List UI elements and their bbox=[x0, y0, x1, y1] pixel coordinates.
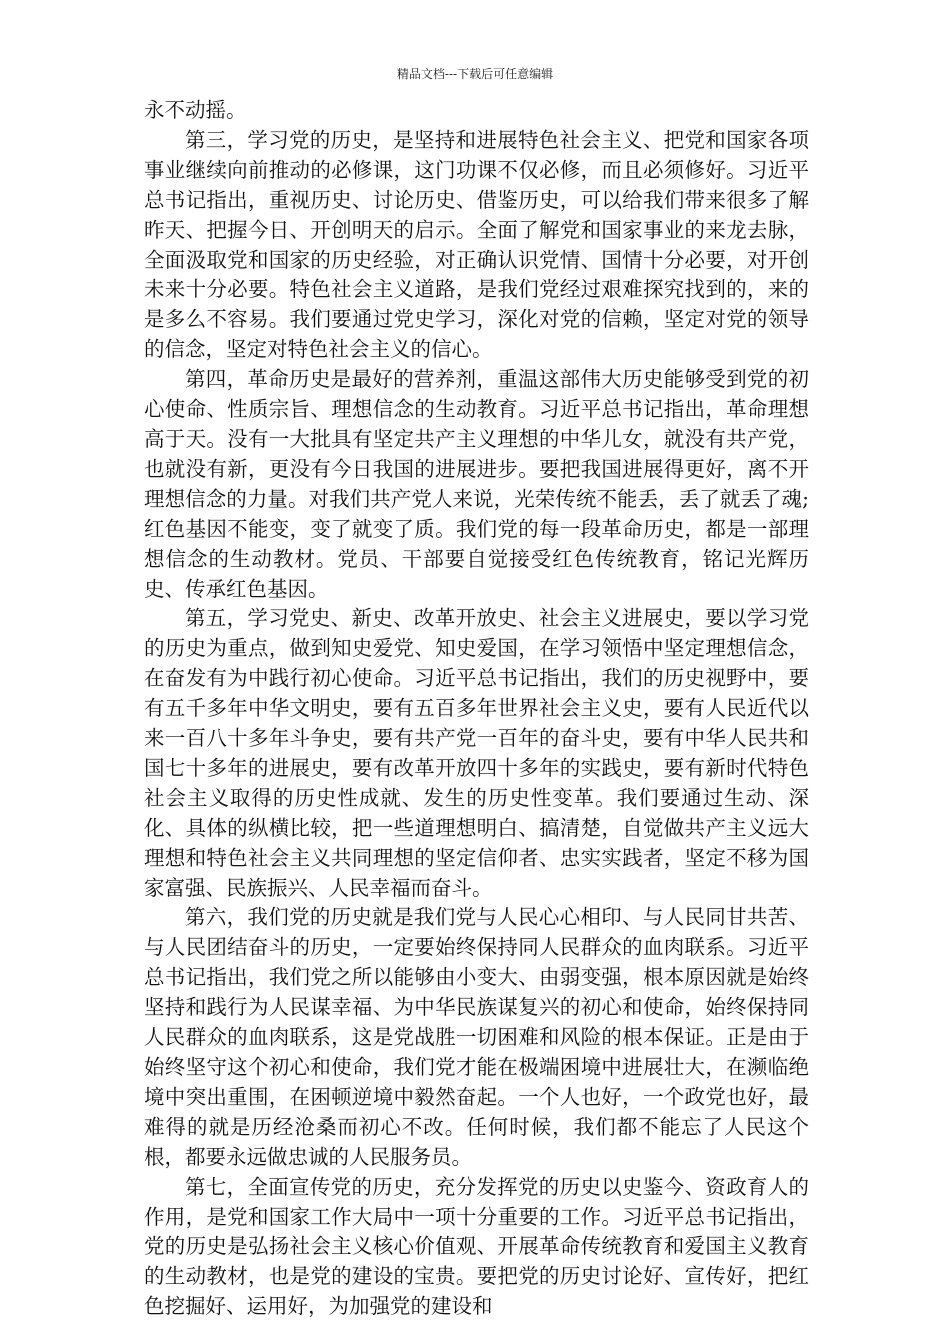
paragraph-fifth: 第五，学习党史、新史、改革开放史、社会主义进展史，要以学习党的历史为重点，做到知史爱党、知史爱国，在学习领悟中坚定理想信念，在奋发有为中践行初心使命。习近平总书记指出，我们的历史视野中，要有五千多年中华文明史，要有五百多年世界社会主义史，要有人民近代以来一百八十多年斗争史，要有共产党一百年的奋斗史，要有中华人民共和国七十多年的进展史，要有改革开放四十多年的实践史，要有新时代特色社会主义取得的历史性成就、发生的历史性变革。我们要通过生动、深化、具体的纵横比较，把一些道理想明白、搞清楚，自觉做共产主义远大理想和特色社会主义共同理想的坚定信仰者、忠实实践者，坚定不移为国家富强、民族振兴、人民幸福而奋斗。 bbox=[144, 606, 809, 900]
paragraph-fourth: 第四，革命历史是最好的营养剂，重温这部伟大历史能够受到党的初心使命、性质宗旨、理想信念的生动教育。习近平总书记指出，革命理想高于天。没有一大批具有坚定共产主义理想的中华儿女，就没有共产党，也就没有新，更没有今日我国的进展进步。要把我国进展得更好，离不开理想信念的力量。对我们共产党人来说，光荣传统不能丢，丢了就丢了魂;红色基因不能变，变了就变了质。我们党的每一段革命历史，都是一部理想信念的生动教材。党员、干部要自觉接受红色传统教育，铭记光辉历史、传承红色基因。 bbox=[144, 367, 809, 601]
document-body bbox=[144, 96, 809, 1322]
paragraph-seventh: 第七，全面宣传党的历史，充分发挥党的历史以史鉴今、资政育人的作用，是党和国家工作大局中一项十分重要的工作。习近平总书记指出，党的历史是弘扬社会主义核心价值观、开展革命传统教育和爱国主义教育的生动教材，也是党的建设的宝贵。要把党的历史讨论好、宣传好，把红色挖掘好、运用好，为加强党的建设和 bbox=[144, 1174, 809, 1319]
paragraph-continuation: 永不动摇。 bbox=[144, 98, 247, 122]
page-header: 精品文档---下载后可任意编辑 bbox=[396, 67, 554, 81]
paragraph-sixth: 第六，我们党的历史就是我们党与人民心心相印、与人民同甘共苦、与人民团结奋斗的历史，一定要始终保持同人民群众的血肉联系。习近平总书记指出，我们党之所以能够由小变大、由弱变强，根本原因就是始终坚持和践行为人民谋幸福、为中华民族谋复兴的初心和使命，始终保持同人民群众的血肉联系，这是党战胜一切困难和风险的根本保证。正是由于始终坚守这个初心和使命，我们党才能在极端困境中进展壮大，在濒临绝境中突出重围，在困顿逆境中毅然奋起。一个人也好，一个政党也好，最难得的就是历经沧桑而初心不改。任何时候，我们都不能忘了人民这个根，都要永远做忠诚的人民服务员。 bbox=[144, 905, 809, 1169]
paragraph-third: 第三，学习党的历史，是坚持和进展特色社会主义、把党和国家各项事业继续向前推动的必修课，这门功课不仅必修，而且必须修好。习近平总书记指出，重视历史、讨论历史、借鉴历史，可以给我们带来很多了解昨天、把握今日、开创明天的启示。全面了解党和国家事业的来龙去脉，全面汲取党和国家的历史经验，对正确认识党情、国情十分必要，对开创未来十分必要。特色社会主义道路，是我们党经过艰难探究找到的，来的是多么不容易。我们要通过党史学习，深化对党的信赖，坚定对党的领导的信念，坚定对特色社会主义的信心。 bbox=[144, 127, 809, 362]
